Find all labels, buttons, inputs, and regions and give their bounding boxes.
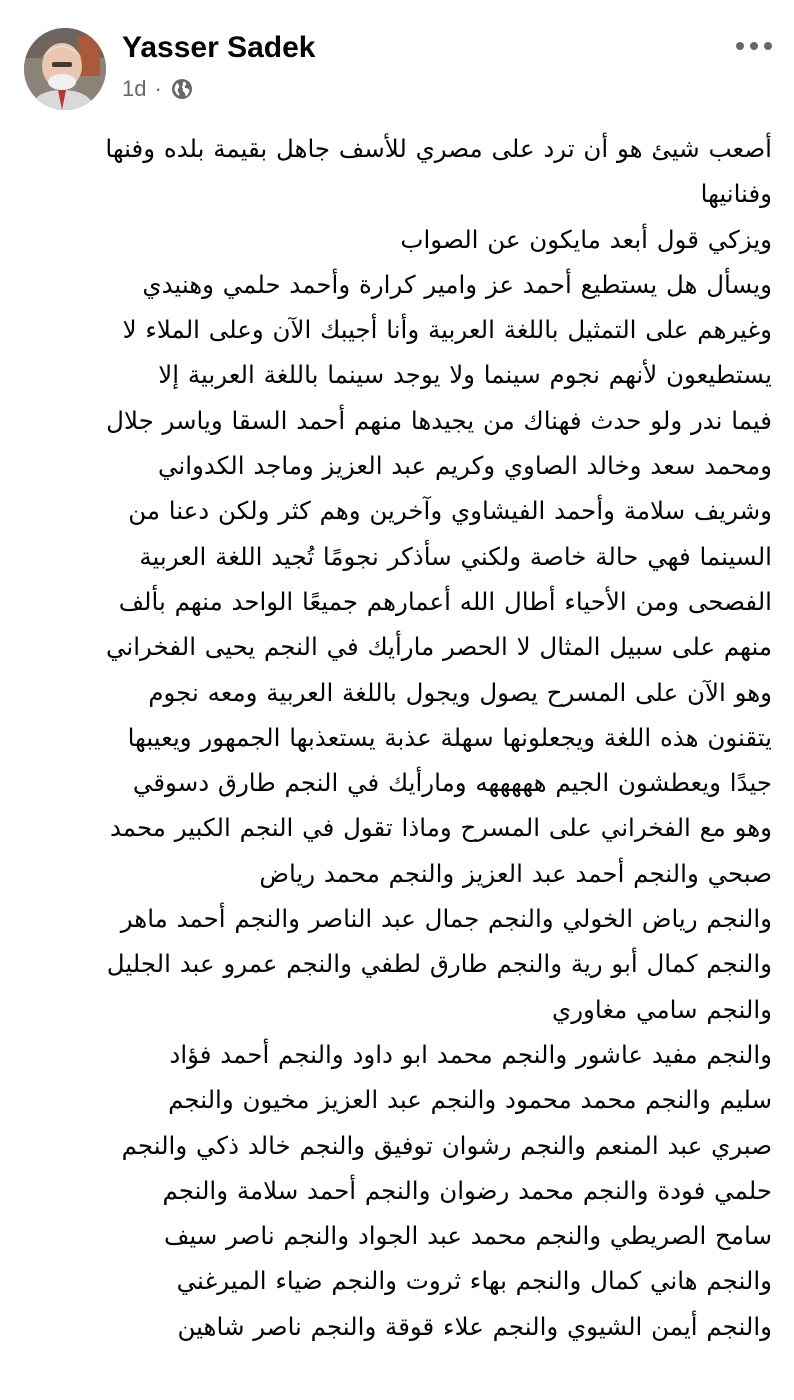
more-options-button[interactable] (730, 32, 778, 60)
post-text-line: صبري عبد المنعم والنجم رشوان توفيق والنجم خالد ذكي والنجم (121, 1130, 772, 1160)
more-options-icon (734, 41, 774, 51)
meta-separator: · (154, 76, 162, 101)
avatar[interactable] (24, 28, 106, 110)
post-text-line: وهو مع الفخراني على المسرح وماذا تقول في النجم الكبير محمد (109, 813, 772, 843)
post-text (20, 126, 772, 1349)
post-text-line: أصعب شيئ هو أن ترد على مصري للأسف جاهل بقيمة بلده وفنها (105, 134, 772, 163)
post-text-line: وفنانيها (700, 179, 772, 209)
post-text-line: فيما ندر ولو حدث فهناك من يجيدها منهم أحمد السقا وياسر جلال (106, 405, 772, 435)
post-text-line: والنجم سامي مغاوري (552, 994, 772, 1024)
post-text-line: والنجم مفيد عاشور والنجم محمد ابو داود والنجم أحمد فؤاد (169, 1039, 772, 1069)
post-text-line: يتقنون هذه اللغة ويجعلونها سهلة عذبة يستعذبها الجمهور ويعيبها (127, 722, 772, 752)
post-text-line: صبحي والنجم أحمد عبد العزيز والنجم محمد رياض (259, 858, 772, 888)
post-text-line: والنجم هاني كمال والنجم بهاء ثروت والنجم ضياء الميرغني (176, 1266, 772, 1296)
post-text-line: والنجم رياض الخولي والنجم جمال عبد الناصر والنجم أحمد ماهر (120, 904, 772, 934)
post-header (0, 0, 794, 118)
post-text-line: منهم على سبيل المثال لا الحصر مارأيك في النجم يحيى الفخراني (105, 632, 772, 662)
post-text-line: وشريف سلامة وأحمد الفيشاوي وآخرين وهم كثر ولكن دعنا من (128, 496, 772, 526)
post-timestamp[interactable]: 1d (122, 76, 147, 101)
post-text-line: ويزكي قول أبعد مايكون عن الصواب (400, 224, 772, 254)
post-text-line: حلمي فودة والنجم محمد رضوان والنجم أحمد سلامة والنجم (162, 1175, 772, 1205)
author-name[interactable]: Yasser Sadek (122, 31, 316, 64)
post-body (20, 126, 772, 1400)
post-text-line: الفصحى ومن الأحياء أطال الله أعمارهم جميعًا الواحد منهم بألف (118, 586, 772, 616)
post-text-line: وهو الآن على المسرح يصول ويجول باللغة العربية ومعه نجوم (148, 677, 772, 707)
post-text-line: سامح الصريطي والنجم محمد عبد الجواد والنجم ناصر سيف (163, 1221, 772, 1251)
post-text-line: ومحمد سعد وخالد الصاوي وكريم عبد العزيز وماجد الكدواني (158, 451, 772, 481)
post-text-line: والنجم أيمن الشيوي والنجم علاء قوقة والنجم ناصر شاهين (177, 1311, 772, 1341)
post-text-line: ويسأل هل يستطيع أحمد عز وامير كرارة وأحمد حلمي وهنيدي (142, 269, 772, 299)
post-text-line: سليم والنجم محمد محمود والنجم عبد العزيز مخيون والنجم (168, 1085, 772, 1115)
post-text-line: السينما فهي حالة خاصة ولكني سأذكر نجومًا تُجيد اللغة العربية (139, 541, 772, 571)
post-meta (122, 74, 194, 104)
avatar-photo (24, 28, 106, 110)
post-text-line: يستطيعون لأنهم نجوم سينما ولا يوجد سينما باللغة العربية إلا (158, 360, 772, 390)
post-text-line: والنجم كمال أبو رية والنجم طارق لطفي والنجم عمرو عبد الجليل (106, 949, 772, 979)
post-text-line: جيدًا ويعطشون الجيم هههههه ومارأيك في النجم طارق دسوقي (132, 768, 772, 798)
globe-icon[interactable] (170, 77, 194, 101)
post-text-line: وغيرهم على التمثيل باللغة العربية وأنا أجيبك الآن وعلى الملاء لا (122, 315, 772, 345)
